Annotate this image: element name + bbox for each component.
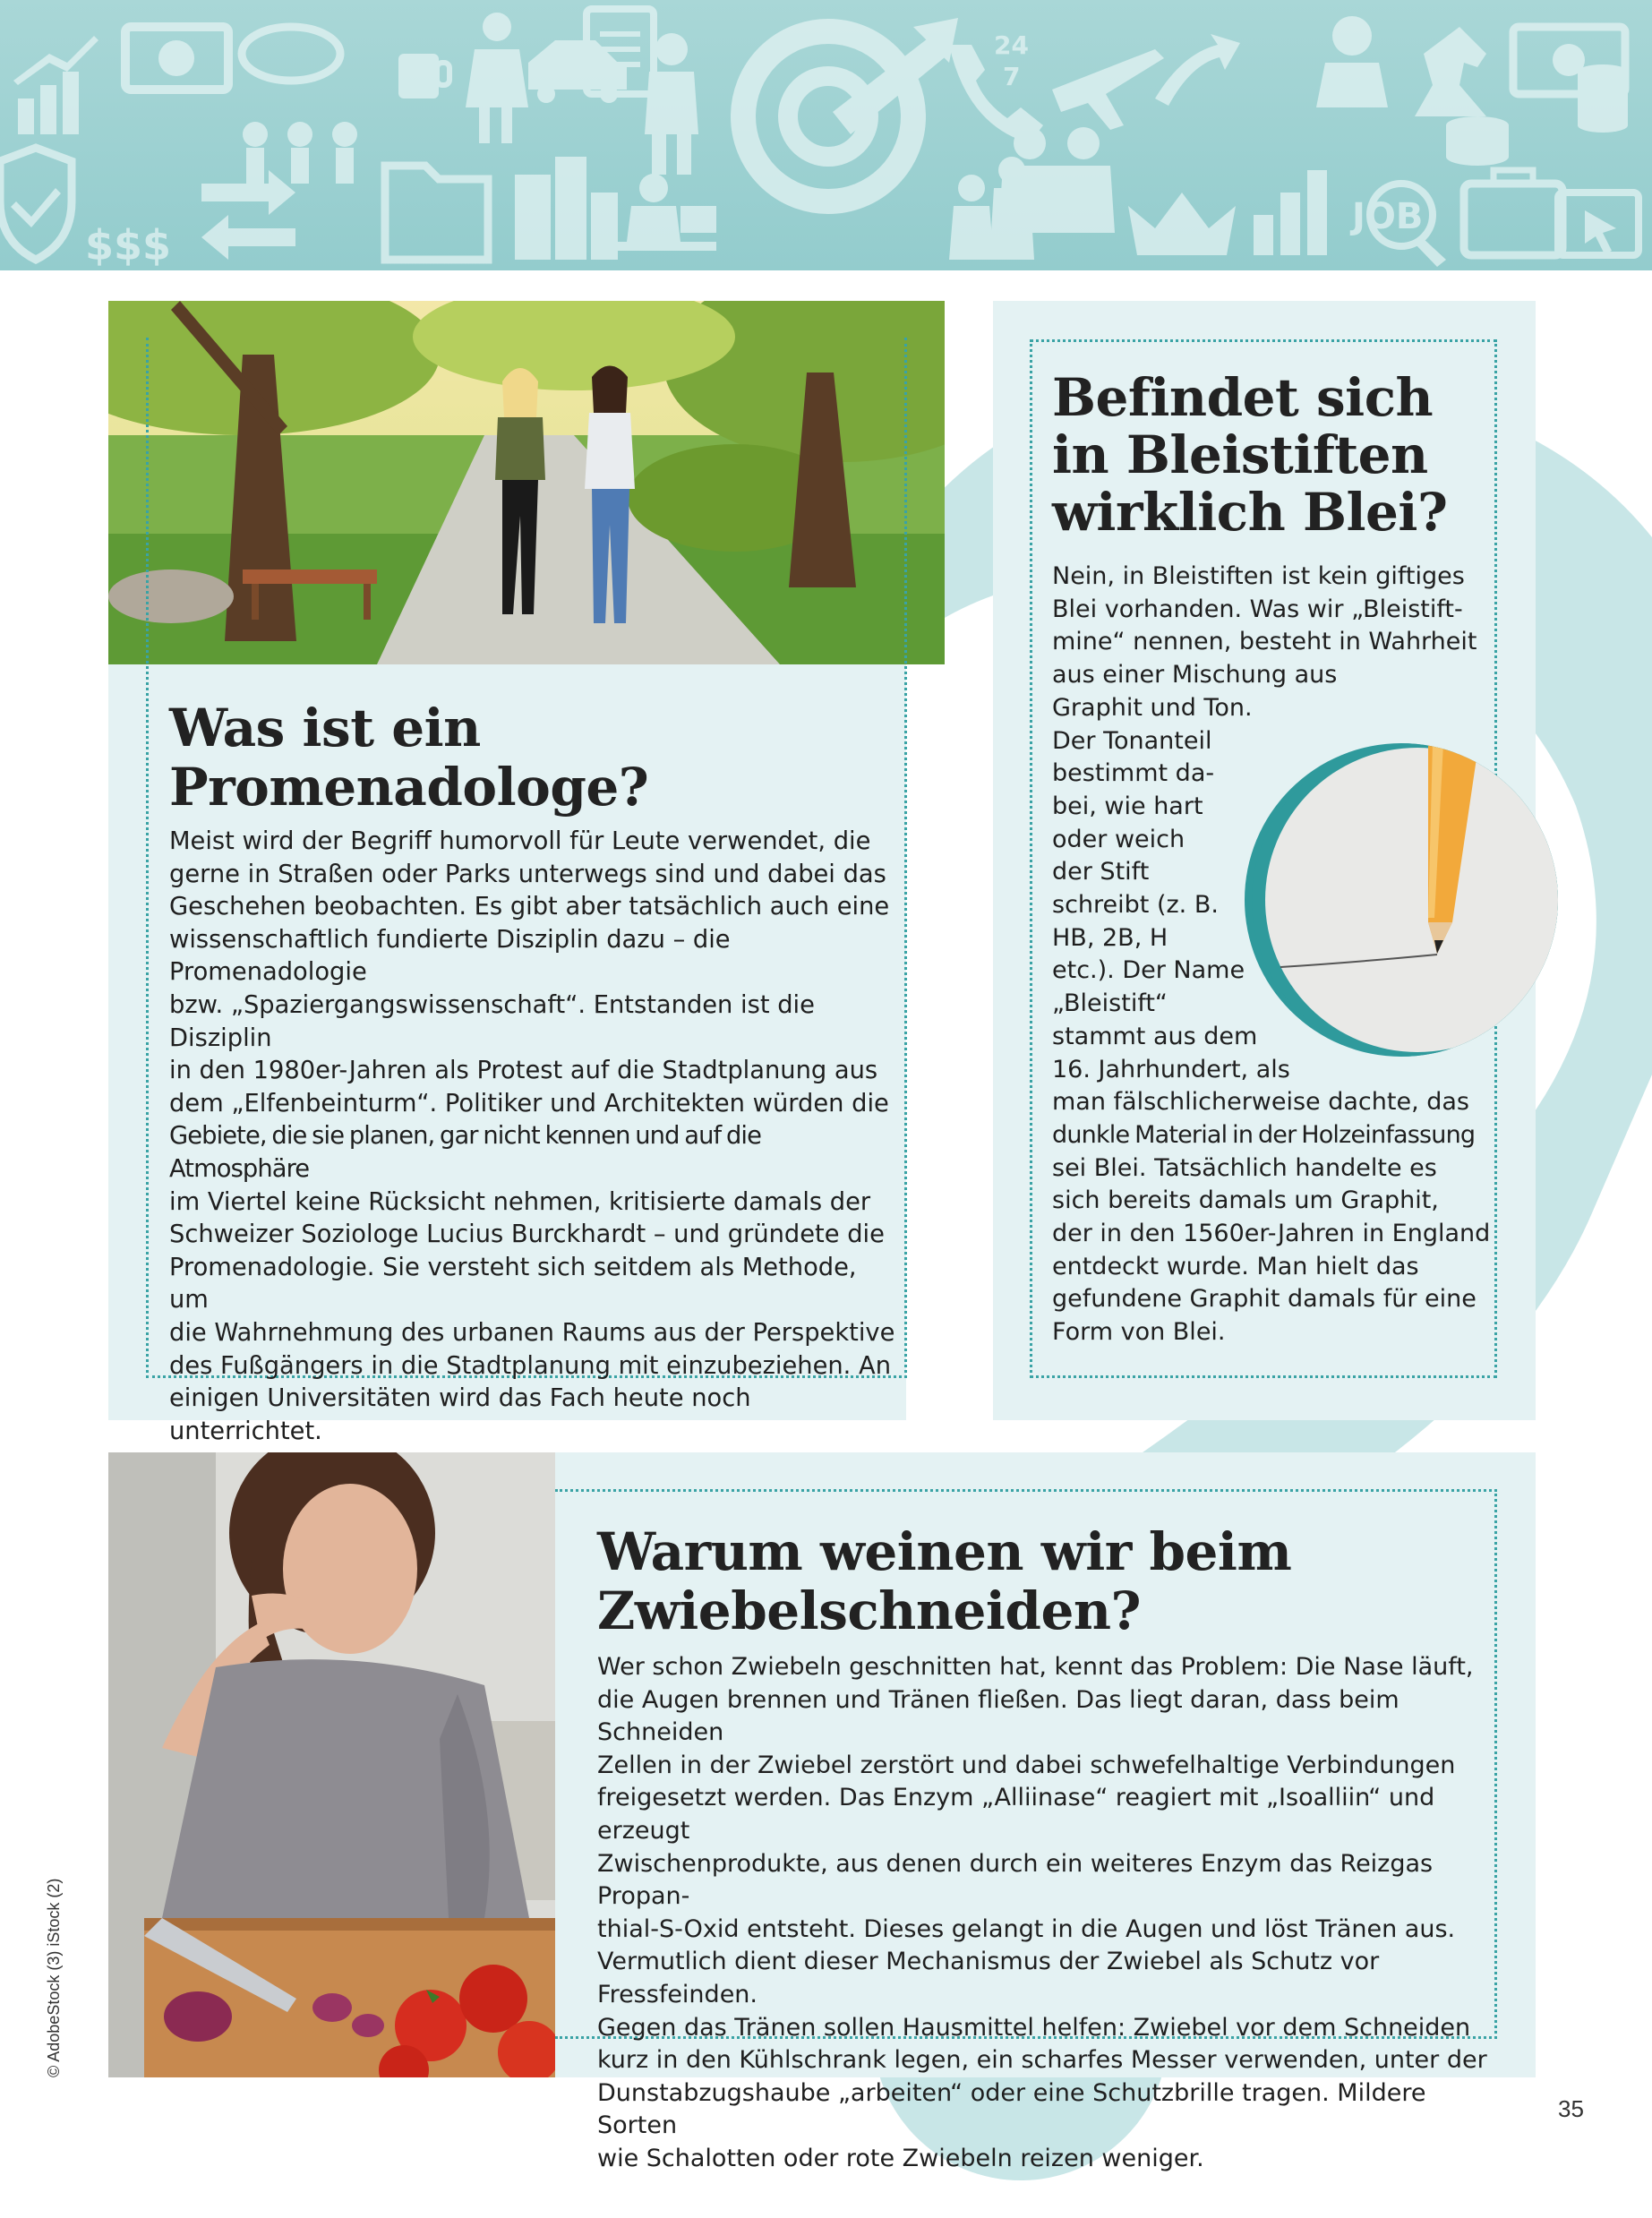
text-line: des Fußgängers in die Stadtplanung mit einzubeziehen. An [169,1351,892,1380]
text-line: der Stift [1052,858,1150,886]
svg-text:24: 24 [994,30,1029,60]
text-line: wie Schalotten oder rote Zwiebeln reizen weniger. [597,2144,1204,2172]
text-line: schreibt (z. B. [1052,891,1219,920]
svg-text:JOB: JOB [1352,196,1424,237]
onion-crying-photo [108,1452,555,2077]
text-line: im Viertel keine Rücksicht nehmen, kritisierte damals der [169,1187,871,1216]
text-line: Meist wird der Begriff humorvoll für Leute verwendet, die [169,827,871,855]
text-line: Promenadologie. Sie versteht sich seitdem als Methode, um [169,1253,857,1315]
text-line: mine“ nennen, besteht in Wahrheit [1052,628,1477,656]
dollar-signs-icon: $$$ [85,221,172,270]
text-line: bei, wie hart [1052,792,1203,820]
text-line: Zwischenprodukte, aus denen durch ein weiteres Enzym das Reizgas Propan- [597,1849,1434,1911]
text-line: Gebiete, die sie planen, gar nicht kennen und auf die Atmosphäre [169,1122,761,1183]
text-line: Der Tonanteil [1052,726,1212,755]
text-line: bestimmt da- [1052,759,1215,788]
text-line: Vermutlich dient dieser Mechanismus der Zwiebel als Schutz vor Fressfeinden. [597,1948,1380,2008]
text-line: stammt aus dem [1052,1022,1258,1050]
bleistift-body [1052,561,1500,1349]
promenadologe-title-line: Promenadologe? [169,757,649,818]
text-line: Geschehen beobachten. Es gibt aber tatsächlich auch eine [169,893,890,921]
text-line: aus einer Mischung aus [1052,661,1338,689]
text-line: Nein, in Bleistiften ist kein giftiges [1052,562,1465,590]
text-line: HB, 2B, H [1052,923,1168,952]
bleistift-title-line: in Bleistiften [1052,424,1428,485]
promenadologe-title-line: Was ist ein [169,698,481,758]
text-line: Gegen das Tränen sollen Hausmittel helfen: Zwiebel vor dem Schneiden [597,2013,1471,2042]
text-line: gefundene Graphit damals für eine [1052,1285,1477,1314]
photo-credit: © AdobeStock (3) iStock (2) [45,1878,63,2077]
bleistift-content [1052,369,1500,1349]
text-line: man fälschlicherweise dachte, das [1052,1088,1470,1117]
text-line: dunkle Material in der Holzeinfassung [1052,1120,1476,1149]
zwiebel-title-line: Zwiebelschneiden? [597,1580,1142,1641]
text-line: die Wahrnehmung des urbanen Raums aus der Perspektive [169,1318,895,1347]
text-line: wissenschaftlich fundierte Disziplin dazu – die Promenadologie [169,925,731,987]
zwiebel-content [597,1522,1493,2176]
text-line: sei Blei. Tatsächlich handelte es [1052,1153,1437,1182]
text-line: sich bereits damals um Graphit, [1052,1186,1439,1215]
text-line: in den 1980er-Jahren als Protest auf die Stadtplanung aus [169,1057,878,1085]
zwiebel-body [597,1651,1493,2176]
text-line: Graphit und Ton. [1052,693,1253,722]
text-line: Schweizer Soziologe Lucius Burckhardt – und gründete die [169,1220,885,1249]
text-line: thial-S-Oxid entsteht. Dieses gelangt in die Augen und löst Tränen aus. [597,1914,1456,1943]
zwiebel-title-line: Warum weinen wir beim [597,1521,1292,1582]
page-number: 35 [1558,2095,1584,2122]
text-line: Dunstabzugshaube „arbeiten“ oder eine Schutzbrille tragen. Mildere Sorten [597,2078,1426,2140]
text-line: etc.). Der Name [1052,956,1245,985]
bleistift-title [1052,369,1500,541]
svg-text:7: 7 [1003,62,1021,91]
text-line: Form von Blei. [1052,1318,1226,1347]
bleistift-title-line: Befindet sich [1052,367,1434,428]
text-line: kurz in den Kühlschrank legen, ein scharfes Messer verwenden, unter der [597,2046,1487,2075]
text-line: „Bleistift“ [1052,989,1168,1018]
promenadologe-content [169,698,903,1513]
text-line: freigesetzt werden. Das Enzym „Alliinase“ reagiert mit „Isoalliin“ und erzeugt [597,1784,1435,1845]
text-line: die Augen brennen und Tränen fließen. Das liegt daran, dass beim Schneiden [597,1685,1399,1747]
text-line: dem „Elfenbeinturm“. Politiker und Architekten würden die [169,1089,889,1118]
text-line: der in den 1560er-Jahren in England [1052,1220,1491,1248]
text-line: bzw. „Spaziergangswissenschaft“. Entstanden ist die Disziplin [169,990,815,1052]
text-line: Zellen in der Zwiebel zerstört und dabei schwefelhaltige Verbindungen [597,1751,1456,1779]
text-line: oder weich [1052,825,1186,853]
bleistift-title-line: wirklich Blei? [1052,482,1448,543]
text-line: einigen Universitäten wird das Fach heute noch unterrichtet. [169,1384,751,1445]
zwiebel-title [597,1522,1493,1640]
text-line: 16. Jahrhundert, als [1052,1055,1290,1083]
promenadologe-body [169,826,903,1513]
text-line: gerne in Straßen oder Parks unterwegs sind und dabei das [169,860,886,888]
text-line: Blei vorhanden. Was wir „Bleistift- [1052,595,1463,623]
text-line: Wer schon Zwiebeln geschnitten hat, kennt das Problem: Die Nase läuft, [597,1653,1474,1681]
text-line: entdeckt wurde. Man hielt das [1052,1252,1419,1280]
promenadologe-title [169,698,903,817]
